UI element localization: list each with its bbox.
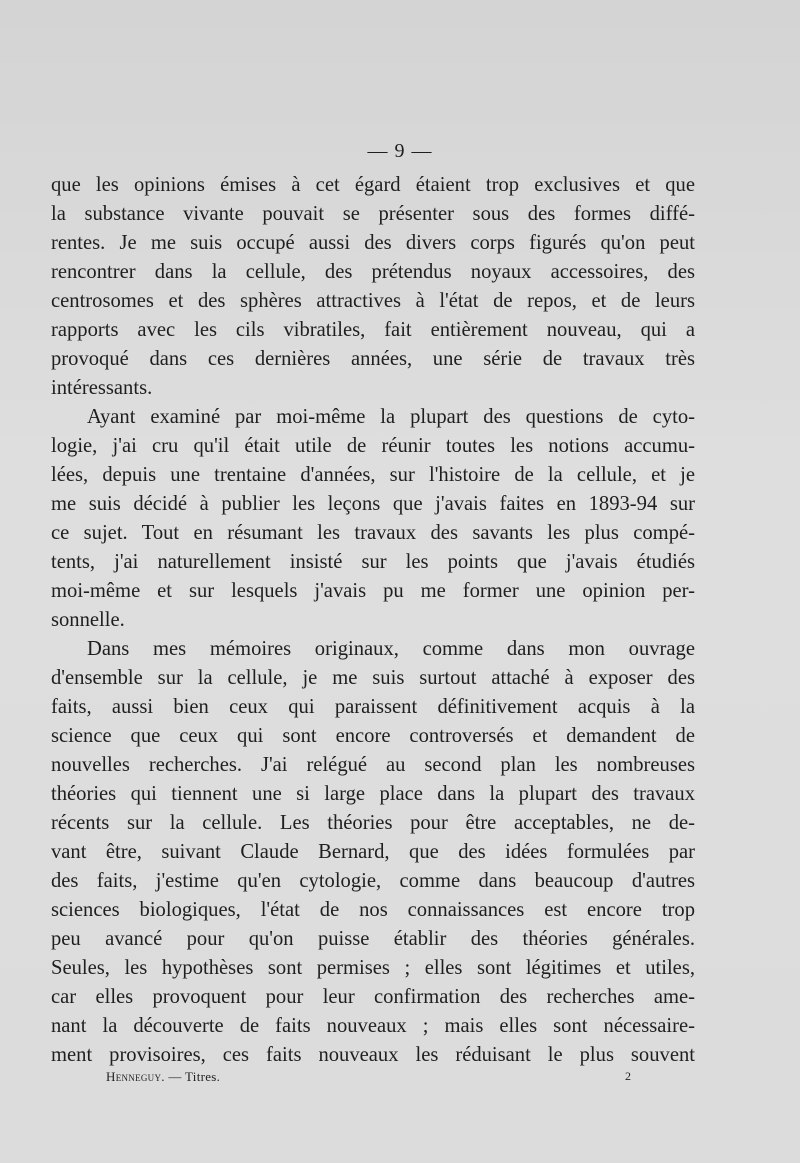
page-number: — 9 — [367,140,433,162]
footer-signature [106,1069,220,1085]
text-line: ce sujet. Tout en résumant les travaux des savants les plus compé- [51,522,695,544]
text-line: rencontrer dans la cellule, des prétendus noyaux accessoires, des [51,261,695,283]
text-line: sciences biologiques, l'état de nos connaissances est encore trop [51,899,695,921]
text-line: provoqué dans ces dernières années, une série de travaux très [51,348,695,370]
text-line: science que ceux qui sont encore controversés et demandent de [51,725,695,747]
text-line: moi-même et sur lesquels j'avais pu me former une opinion per- [51,580,695,602]
text-line: lées, depuis une trentaine d'années, sur l'histoire de la cellule, et je [51,464,695,486]
text-line: Dans mes mémoires originaux, comme dans mon ouvrage [87,638,695,660]
footer-section: Titres. [185,1069,221,1084]
text-line: sonnelle. [51,609,125,631]
text-line: nant la découverte de faits nouveaux ; mais elles sont nécessaire- [51,1015,695,1037]
text-line: ment provisoires, ces faits nouveaux les réduisant le plus souvent [51,1044,695,1066]
text-line: rentes. Je me suis occupé aussi des divers corps figurés qu'on peut [51,232,695,254]
text-line: rapports avec les cils vibratiles, fait entièrement nouveau, qui a [51,319,695,341]
text-line: logie, j'ai cru qu'il était utile de réunir toutes les notions accumu- [51,435,695,457]
text-line: des faits, j'estime qu'en cytologie, comme dans beaucoup d'autres [51,870,695,892]
text-line: vant être, suivant Claude Bernard, que des idées formulées par [51,841,695,863]
text-line: Ayant examiné par moi-même la plupart des questions de cyto- [87,406,695,428]
footer-separator: . — [161,1069,185,1084]
text-line: nouvelles recherches. J'ai relégué au second plan les nombreuses [51,754,695,776]
footer-author: Henneguy [106,1069,162,1084]
text-line: centrosomes et des sphères attractives à l'état de repos, et de leurs [51,290,695,312]
text-line: d'ensemble sur la cellule, je me suis surtout attaché à exposer des [51,667,695,689]
text-line: la substance vivante pouvait se présenter sous des formes diffé- [51,203,695,225]
signature-mark: 2 [625,1069,631,1083]
text-line: théories qui tiennent une si large place dans la plupart des travaux [51,783,695,805]
body-text [51,171,695,1070]
text-line: Seules, les hypothèses sont permises ; elles sont légitimes et utiles, [51,957,695,979]
text-line: car elles provoquent pour leur confirmation des recherches ame- [51,986,695,1008]
text-line: me suis décidé à publier les leçons que j'avais faites en 1893-94 sur [51,493,695,515]
text-line: récents sur la cellule. Les théories pour être acceptables, ne de- [51,812,695,834]
text-line: que les opinions émises à cet égard étaient trop exclusives et que [51,174,695,196]
text-line: tents, j'ai naturellement insisté sur les points que j'avais étudiés [51,551,695,573]
text-line: peu avancé pour qu'on puisse établir des théories générales. [51,928,695,950]
text-line: intéressants. [51,377,153,399]
text-line: faits, aussi bien ceux qui paraissent définitivement acquis à la [51,696,695,718]
